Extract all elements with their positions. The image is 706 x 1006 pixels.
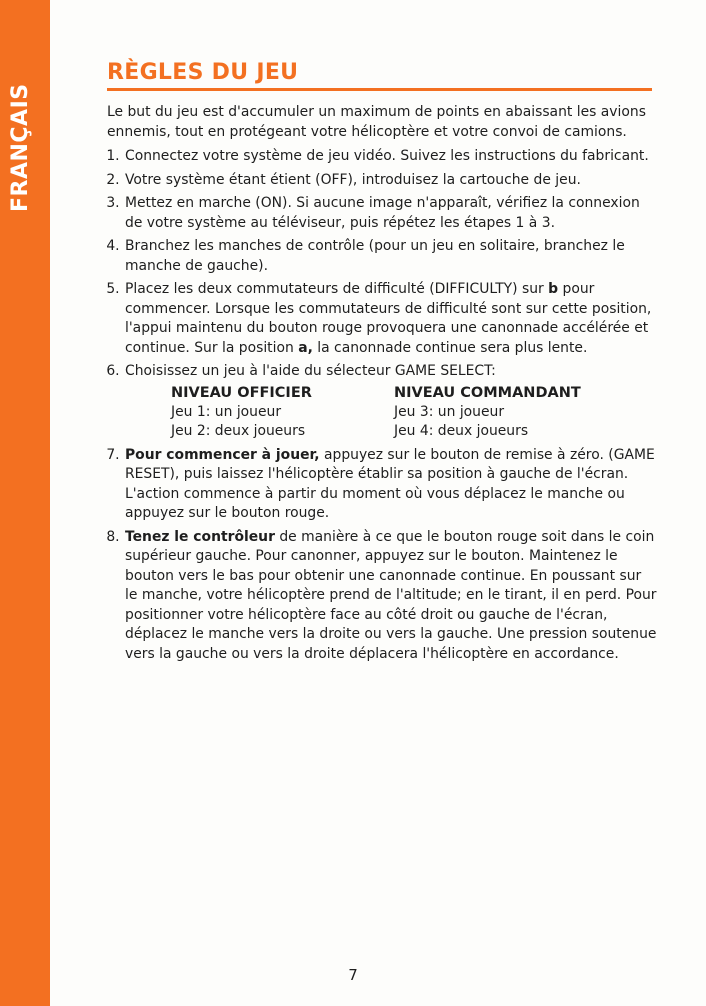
steps-list	[107, 147, 657, 664]
level-commandant-heading: NIVEAU COMMANDANT	[394, 384, 581, 401]
step-5	[124, 280, 657, 358]
game-1: Jeu 1: un joueur	[171, 403, 282, 420]
step-7-lead: Pour commencer à jouer,	[125, 446, 320, 463]
step-5-text-c: pour commencer. Lorsque les commutateurs de difficulté sont sur cette position, l'appui maintenu du bouton rouge provoquera une canonnade accélérée et continue. Sur la position	[125, 281, 652, 356]
step-5-text-e: la canonnade continue sera plus lente.	[312, 339, 588, 356]
step-8-text: de manière à ce que le bouton rouge soit dans le coin supérieur gauche. Pour canonner, appuyez sur le bouton. Maintenez le bouton vers le bas pour obtenir une canonnade continue. En poussant sur le manche, votre hélicoptère prend de l'altitude; en le tirant, il en perd. Pour positionner votre hélicoptère face au côté droit ou gauche de l'écran, déplacez le manche vers la droite ou vers la gauche. Une pression soutenue vers la gauche ou vers la droite déplacera l'hélicoptère en accordance.	[125, 528, 657, 662]
step-4: 4. Branchez les manches de contrôle (pour un jeu en solitaire, branchez le manche de gauche).	[124, 237, 657, 276]
step-8-lead: Tenez le contrôleur	[125, 528, 275, 545]
page-title: RÈGLES DU JEU	[107, 60, 299, 85]
intro-paragraph: Le but du jeu est d'accumuler un maximum de points en abaissant les avions ennemis, tout en protégeant votre hélicoptère et votre convoi de camions.	[107, 104, 646, 140]
difficulty-a: a,	[298, 339, 313, 356]
level-commandant	[394, 383, 617, 442]
level-officier	[171, 383, 394, 442]
game-4: Jeu 4: deux joueurs	[394, 423, 529, 439]
levels-table	[171, 383, 657, 442]
language-label: FRANÇAIS	[8, 83, 33, 212]
level-officier-heading: NIVEAU OFFICIER	[171, 384, 312, 401]
difficulty-b: b	[548, 281, 559, 297]
step-5-text-a: Placez les deux commutateurs de difficulté (DIFFICULTY) sur	[125, 281, 549, 297]
rules-section	[107, 60, 657, 668]
step-6	[124, 362, 657, 442]
step-1: 1. Connectez votre système de jeu vidéo. Suivez les instructions du fabricant.	[124, 147, 657, 167]
title-underline	[107, 88, 652, 91]
language-sidebar	[0, 0, 50, 1006]
rules-body	[107, 103, 657, 664]
step-7	[124, 446, 657, 524]
step-3: 3. Mettez en marche (ON). Si aucune image n'apparaît, vérifiez la connexion de votre système au téléviseur, puis répétez les étapes 1 à 3.	[124, 194, 657, 233]
game-3: Jeu 3: un joueur	[394, 403, 505, 420]
step-6-text: Choisissez un jeu à l'aide du sélecteur GAME SELECT:	[125, 363, 496, 379]
step-8	[124, 528, 657, 665]
game-2: Jeu 2: deux joueurs	[171, 423, 306, 439]
step-2: 2. Votre système étant étient (OFF), introduisez la cartouche de jeu.	[124, 171, 657, 191]
step-7-text: appuyez sur le bouton de remise à zéro. (GAME RESET), puis laissez l'hélicoptère établir sa position à gauche de l'écran. L'action commence à partir du moment où vous déplacez le manche ou appuyez sur le bouton rouge.	[125, 446, 655, 521]
page-number: 7	[348, 966, 358, 984]
